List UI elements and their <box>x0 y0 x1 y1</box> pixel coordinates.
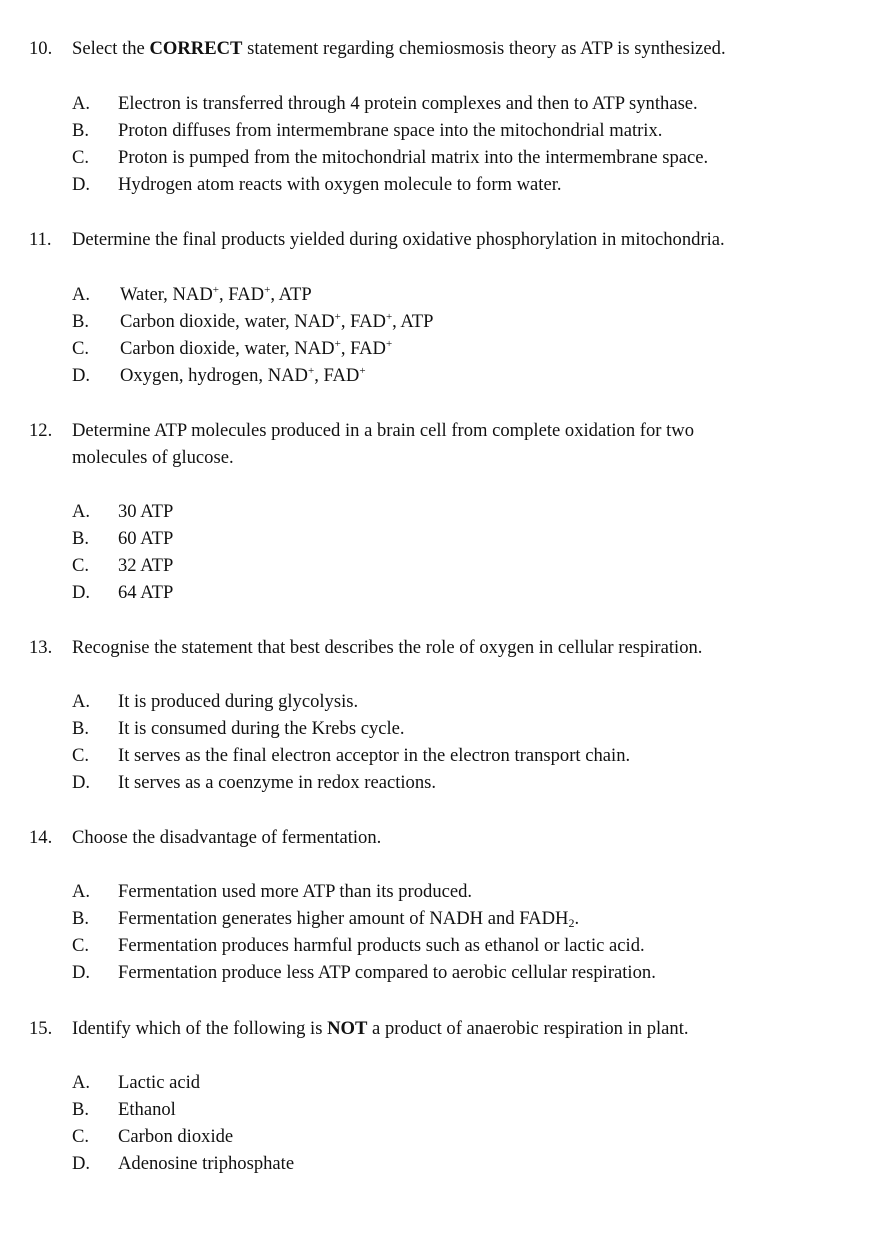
option-b[interactable] <box>0 715 881 742</box>
option-text: Hydrogen atom reacts with oxygen molecule to form water. <box>118 174 562 195</box>
option-letter: A. <box>72 284 91 305</box>
emphasis-correct: CORRECT <box>149 38 243 59</box>
question-text: Choose the disadvantage of fermentation. <box>72 827 382 848</box>
question-number: 13. <box>29 637 53 658</box>
option-letter: C. <box>72 555 90 576</box>
option-text: Carbon dioxide, water, NAD+, FAD+ <box>120 338 393 359</box>
option-letter: D. <box>72 1153 91 1174</box>
option-text: Carbon dioxide, water, NAD+, FAD+, ATP <box>120 311 434 332</box>
question-text <box>72 417 832 471</box>
option-text: Oxygen, hydrogen, NAD+, FAD+ <box>120 365 366 386</box>
option-a[interactable] <box>0 281 881 308</box>
option-b[interactable] <box>0 905 881 932</box>
option-text: Lactic acid <box>118 1072 201 1093</box>
option-letter: D. <box>72 582 91 603</box>
option-b[interactable] <box>0 308 881 335</box>
option-letter: C. <box>72 338 90 359</box>
option-letter: B. <box>72 528 90 549</box>
option-letter: C. <box>72 745 90 766</box>
option-letter: D. <box>72 365 91 386</box>
question-number: 15. <box>29 1018 53 1039</box>
option-text: Fermentation generates higher amount of NADH and $FADH_2$. <box>118 908 580 930</box>
option-a[interactable] <box>0 90 881 117</box>
question-text-line-2: molecules of glucose. <box>72 447 234 468</box>
option-b[interactable] <box>0 117 881 144</box>
option-text: It serves as a coenzyme in redox reactions. <box>118 772 437 793</box>
option-c[interactable] <box>0 552 881 579</box>
option-d[interactable] <box>0 362 881 389</box>
question-text: Select the CORRECT statement regarding chemiosmosis theory as ATP is synthesized. <box>72 38 726 59</box>
option-text: 32 ATP <box>118 555 174 576</box>
option-text: Ethanol <box>118 1099 176 1120</box>
option-d[interactable] <box>0 171 881 198</box>
option-d[interactable] <box>0 769 881 796</box>
option-letter: A. <box>72 93 91 114</box>
question-number: 10. <box>29 38 53 59</box>
option-letter: B. <box>72 908 90 929</box>
option-letter: C. <box>72 147 90 168</box>
option-c[interactable] <box>0 144 881 171</box>
option-text: Fermentation used more ATP than its produced. <box>118 881 473 902</box>
option-letter: A. <box>72 1072 91 1093</box>
option-text: Proton is pumped from the mitochondrial matrix into the intermembrane space. <box>118 147 709 168</box>
option-c[interactable] <box>0 932 881 959</box>
question-text: Identify which of the following is NOT a product of anaerobic respiration in plant. <box>72 1018 689 1039</box>
question-text: Recognise the statement that best describes the role of oxygen in cellular respiration. <box>72 637 703 658</box>
option-text: It serves as the final electron acceptor in the electron transport chain. <box>118 745 631 766</box>
question-text: Determine the final products yielded during oxidative phosphorylation in mitochondria. <box>72 229 725 250</box>
option-text: It is consumed during the Krebs cycle. <box>118 718 405 739</box>
option-letter: A. <box>72 501 91 522</box>
option-text: 30 ATP <box>118 501 174 522</box>
option-letter: A. <box>72 881 91 902</box>
option-letter: B. <box>72 120 90 141</box>
question-number: 14. <box>29 827 53 848</box>
option-text: It is produced during glycolysis. <box>118 691 359 712</box>
option-letter: A. <box>72 691 91 712</box>
option-d[interactable] <box>0 579 881 606</box>
option-text: Fermentation produces harmful products such as ethanol or lactic acid. <box>118 935 645 956</box>
option-text: Water, NAD+, FAD+, ATP <box>120 284 312 305</box>
option-c[interactable] <box>0 742 881 769</box>
option-c[interactable] <box>0 335 881 362</box>
option-c[interactable] <box>0 1123 881 1150</box>
option-letter: C. <box>72 1126 90 1147</box>
option-text: 64 ATP <box>118 582 174 603</box>
option-a[interactable] <box>0 688 881 715</box>
question-text-line-1: Determine ATP molecules produced in a brain cell from complete oxidation for two <box>72 420 695 441</box>
option-letter: D. <box>72 772 91 793</box>
option-text: Fermentation produce less ATP compared to aerobic cellular respiration. <box>118 962 656 983</box>
option-letter: B. <box>72 1099 90 1120</box>
option-text: Electron is transferred through 4 protein complexes and then to ATP synthase. <box>118 93 698 114</box>
option-letter: B. <box>72 311 90 332</box>
option-a[interactable] <box>0 498 881 525</box>
option-letter: B. <box>72 718 90 739</box>
option-text: Adenosine triphosphate <box>118 1153 295 1174</box>
option-b[interactable] <box>0 1096 881 1123</box>
option-letter: D. <box>72 174 91 195</box>
emphasis-not: NOT <box>327 1018 368 1039</box>
option-a[interactable] <box>0 1069 881 1096</box>
option-letter: D. <box>72 962 91 983</box>
option-d[interactable] <box>0 959 881 986</box>
question-number: 11. <box>29 229 52 250</box>
option-b[interactable] <box>0 525 881 552</box>
question-number: 12. <box>29 420 53 441</box>
option-text: 60 ATP <box>118 528 174 549</box>
option-a[interactable] <box>0 878 881 905</box>
option-text: Carbon dioxide <box>118 1126 234 1147</box>
option-text: Proton diffuses from intermembrane space into the mitochondrial matrix. <box>118 120 663 141</box>
option-d[interactable] <box>0 1150 881 1177</box>
option-letter: C. <box>72 935 90 956</box>
